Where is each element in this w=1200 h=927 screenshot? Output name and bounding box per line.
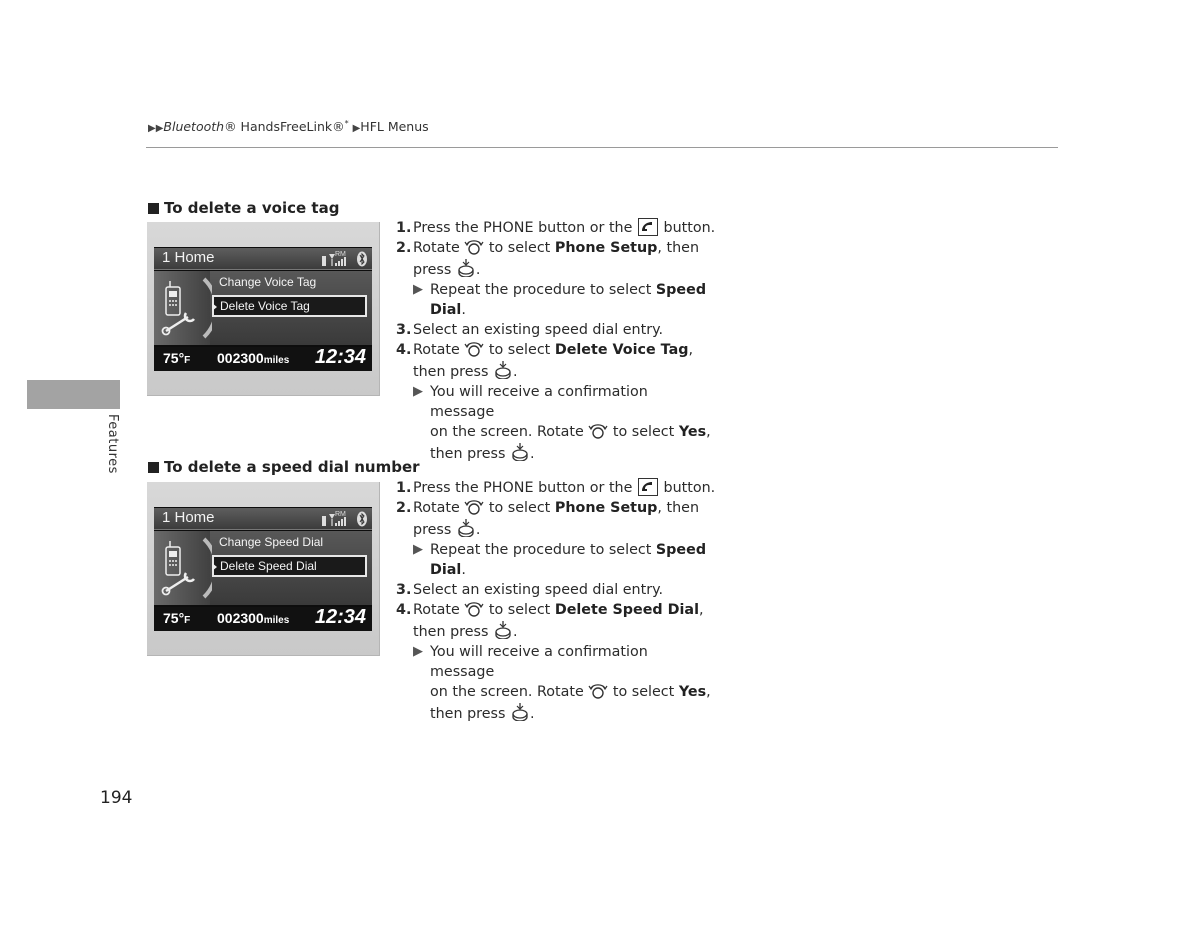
press-knob-icon (456, 258, 476, 277)
step-1: 1. Press the PHONE button or the button. (396, 480, 716, 496)
menu-item-change: Change Voice Tag (219, 275, 317, 289)
step-2-note: ▶ Repeat the procedure to select Speed Dial. (413, 282, 707, 318)
odometer: 002300miles (217, 610, 290, 626)
press-knob-icon (510, 702, 530, 721)
selection-arrow-icon (212, 563, 217, 571)
clock: 12:34 (314, 606, 366, 628)
press-knob-icon (493, 360, 513, 379)
section-heading-speed-dial: To delete a speed dial number (148, 458, 420, 476)
breadcrumb-hfl-menus: HFL Menus (360, 119, 429, 135)
step-2-note: ▶ Repeat the procedure to select Speed Dial. (413, 542, 707, 578)
chapter-tab (27, 380, 120, 409)
rotate-knob-icon (588, 682, 608, 699)
note-arrow-icon: ▶ (413, 644, 423, 659)
square-bullet-icon (148, 462, 159, 473)
phone-button-icon (638, 478, 658, 496)
step-1: 1. Press the PHONE button or the button. (396, 220, 716, 236)
outside-temperature: 75°F (163, 610, 191, 626)
rotate-knob-icon (588, 422, 608, 439)
display-header-bar (154, 248, 372, 270)
mid-display (154, 507, 372, 631)
steps-speed-dial (396, 478, 716, 724)
breadcrumb-handsfreelink: ® HandsFreeLink® (224, 119, 345, 135)
odometer: 002300miles (217, 350, 290, 366)
status-icons (321, 250, 369, 272)
note-arrow-icon: ▶ (413, 542, 423, 557)
step-4-note: ▶ You will receive a confirmation message on the screen. Rotate to select Yes, then press . (413, 384, 711, 462)
breadcrumb-arrow-icon: ▶ (352, 123, 361, 135)
breadcrumb-star: * (344, 119, 349, 128)
header-divider (146, 147, 1058, 148)
menu-item-delete-selected: Delete Speed Dial (212, 555, 367, 577)
status-icons (321, 510, 369, 532)
breadcrumb-arrow-icon: ▶▶ (148, 123, 164, 135)
steps-voice-tag (396, 218, 716, 464)
step-4: 4. Rotate to select Delete Voice Tag, then press . (396, 342, 694, 380)
rotate-knob-icon (464, 340, 484, 357)
mid-display (154, 247, 372, 371)
rotate-knob-icon (464, 498, 484, 515)
note-arrow-icon: ▶ (413, 282, 423, 297)
press-knob-icon (510, 442, 530, 461)
display-title: 1 Home (162, 509, 215, 526)
step-4-note: ▶ You will receive a confirmation message on the screen. Rotate to select Yes, then press . (413, 644, 711, 722)
display-illustration-speed-dial (147, 482, 380, 656)
phone-wrench-icon (160, 537, 212, 599)
status-rm: RM (335, 511, 346, 518)
clock: 12:34 (314, 346, 366, 368)
step-4: 4. Rotate to select Delete Speed Dial, then press . (396, 602, 704, 640)
display-header-bar (154, 508, 372, 530)
selection-arrow-icon (212, 303, 217, 311)
phone-button-icon (638, 218, 658, 236)
page-number: 194 (100, 788, 133, 808)
step-3: 3. Select an existing speed dial entry. (396, 582, 664, 598)
menu-item-delete-selected: Delete Voice Tag (212, 295, 367, 317)
status-rm: RM (335, 251, 346, 258)
chapter-label: Features (105, 414, 120, 474)
menu-item-change: Change Speed Dial (219, 535, 324, 549)
section-heading-voice-tag: To delete a voice tag (148, 199, 339, 217)
rotate-knob-icon (464, 238, 484, 255)
step-3: 3. Select an existing speed dial entry. (396, 322, 664, 338)
breadcrumb (148, 119, 429, 134)
breadcrumb-bluetooth: Bluetooth (163, 119, 225, 135)
note-arrow-icon: ▶ (413, 384, 423, 399)
display-illustration-voice-tag (147, 222, 380, 396)
step-2: 2. Rotate to select Phone Setup, then press . (396, 500, 700, 538)
step-2: 2. Rotate to select Phone Setup, then press . (396, 240, 700, 278)
press-knob-icon (493, 620, 513, 639)
square-bullet-icon (148, 203, 159, 214)
outside-temperature: 75°F (163, 350, 191, 366)
rotate-knob-icon (464, 600, 484, 617)
press-knob-icon (456, 518, 476, 537)
display-title: 1 Home (162, 249, 215, 266)
phone-wrench-icon (160, 277, 212, 339)
